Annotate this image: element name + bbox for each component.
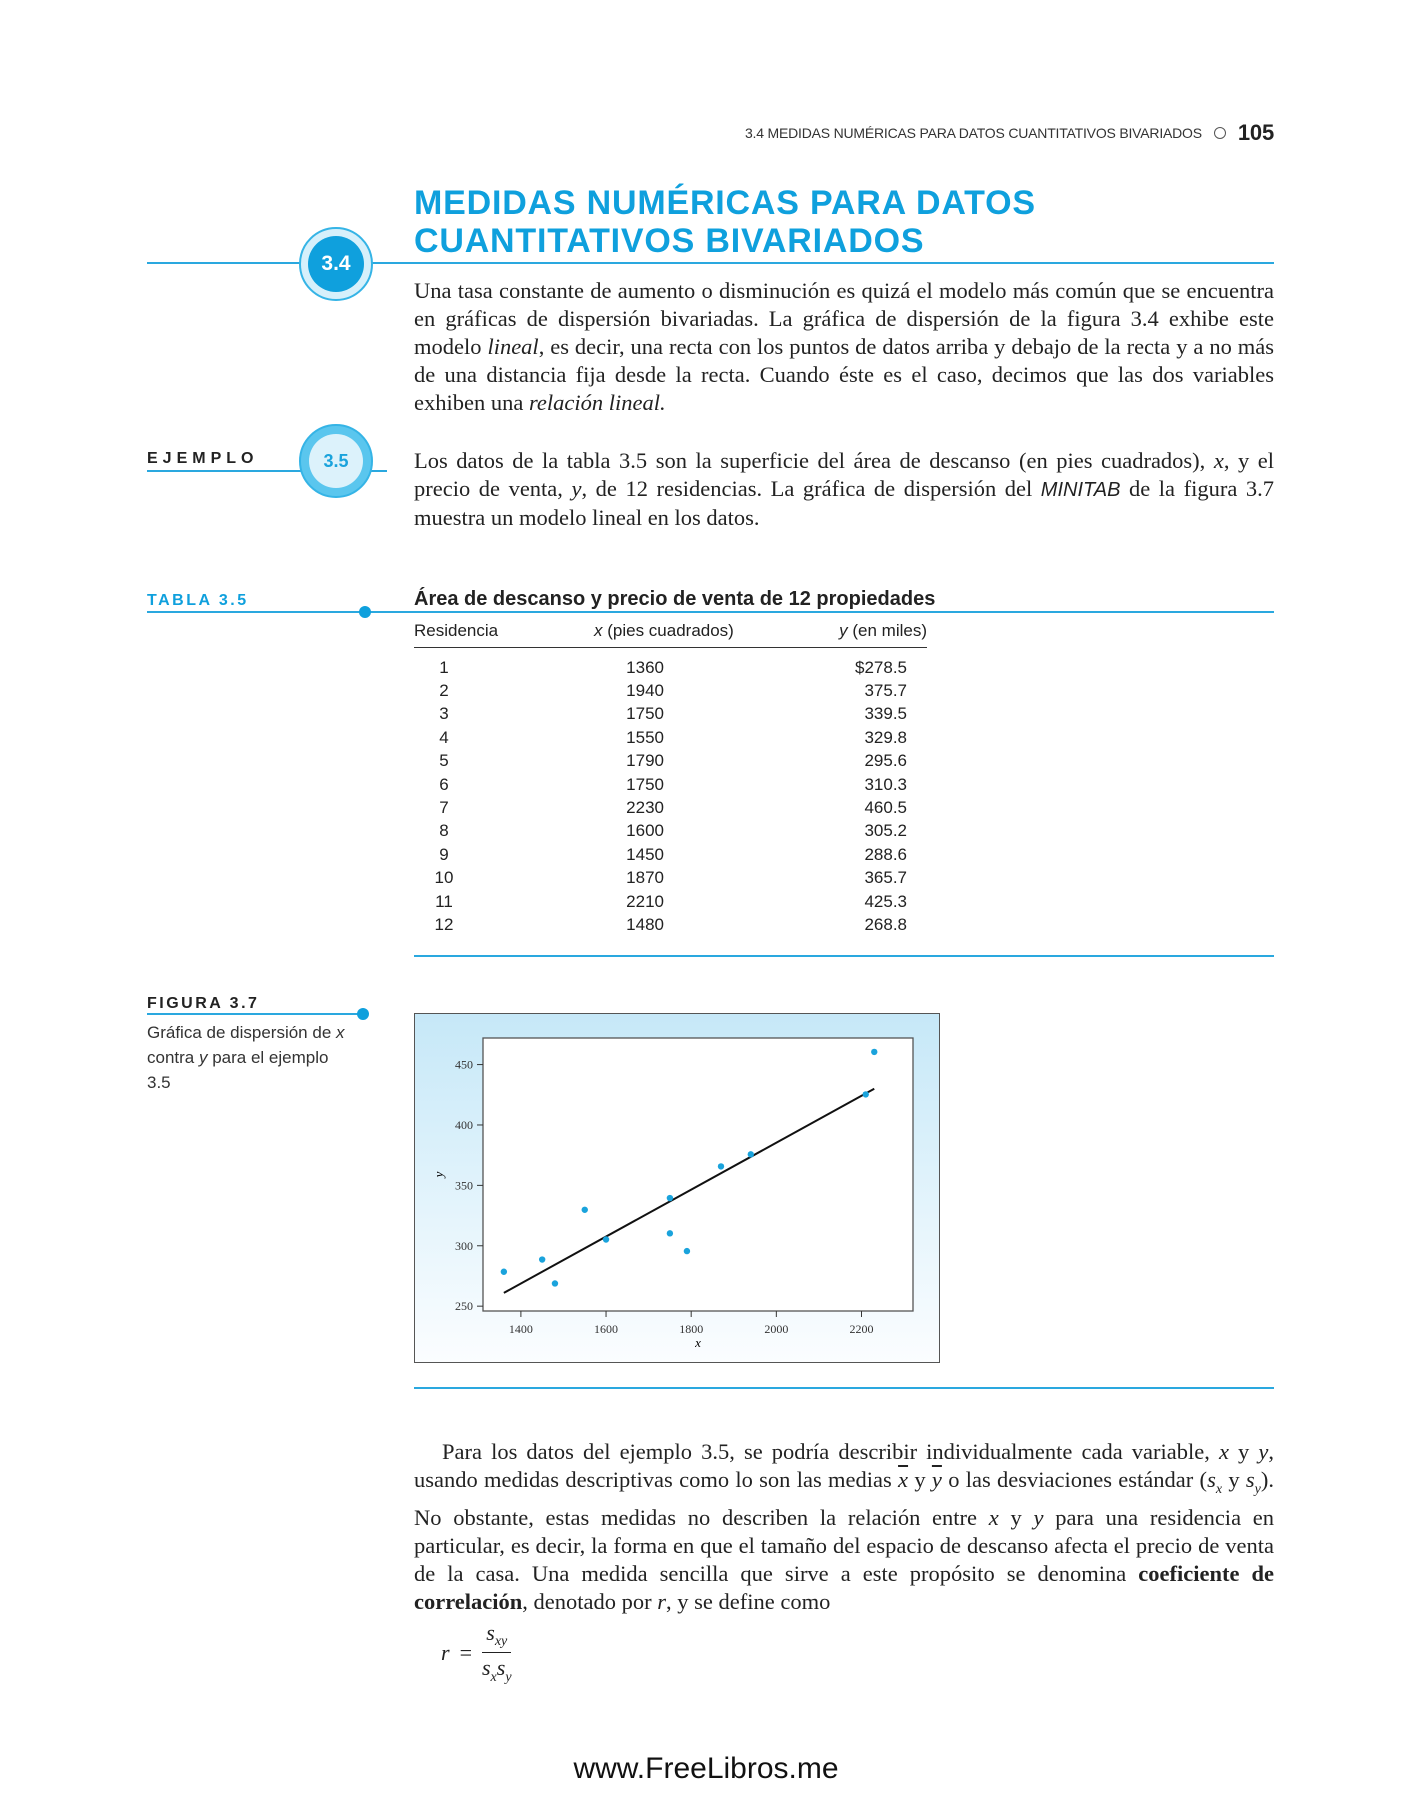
data-point <box>581 1206 587 1212</box>
cell-x: 2210 <box>626 891 664 911</box>
cell-residencia: 5 <box>439 751 449 771</box>
cell-residencia: 7 <box>439 798 449 818</box>
cell-residencia: 11 <box>435 891 453 911</box>
cell-y: 295.6 <box>864 751 907 771</box>
correlation-paragraph: Para los datos del ejemplo 3.5, se podría describir individualmente cada variable, x y y, usando medidas descriptivas como lo son las medias $\overline{x}$ y $\overline{y}$ o las desviaciones estándar ($s_x$ y $s_y$). No obstante, estas medidas no describen la relación entre x y y para una residencia en particular, es decir, la forma en que el tamaño del espacio de descanso afecta el precio de venta de la casa. Una medida sencilla que sirve a este propósito se denomina coeficiente de correlación, denotado por r, y se define como <box>414 1439 1275 1614</box>
cell-y: 288.6 <box>864 844 907 864</box>
cell-x: 1600 <box>626 821 664 841</box>
cell-y: 339.5 <box>864 704 907 724</box>
cell-residencia: 4 <box>439 727 449 747</box>
section-title-line1: MEDIDAS NUMÉRICAS PARA DATOS <box>414 184 1036 222</box>
figure-label: FIGURA 3.7 <box>147 995 260 1012</box>
example-number-badge <box>299 424 373 498</box>
cell-residencia: 2 <box>439 681 449 701</box>
y-tick-label: 350 <box>454 1177 473 1192</box>
cell-y: 268.8 <box>864 914 907 934</box>
cell-x: 1940 <box>626 681 664 701</box>
cell-x: 1550 <box>626 727 664 747</box>
table-row <box>414 750 927 773</box>
cell-x: 2230 <box>626 798 664 818</box>
header-residencia: Residencia <box>414 620 564 648</box>
cell-x: 1750 <box>626 774 664 794</box>
header-x: x (pies cuadrados) <box>564 620 744 648</box>
cell-y: 310.3 <box>864 774 907 794</box>
x-tick-label: 2000 <box>763 1321 788 1336</box>
running-title: 3.4 MEDIDAS NUMÉRICAS PARA DATOS CUANTITATIVOS BIVARIADOS <box>744 125 1202 141</box>
cell-y: 305.2 <box>864 821 907 841</box>
data-point <box>871 1048 877 1054</box>
example-label: EJEMPLO <box>147 450 259 467</box>
y-tick-label: 400 <box>454 1117 473 1132</box>
data-point <box>683 1247 689 1253</box>
x-axis-label: x <box>694 1334 701 1350</box>
section-title <box>414 184 1284 260</box>
figure-caption: Gráfica de dispersión de x contra y para el ejemplo 3.5 <box>147 1023 345 1092</box>
table-marker-dot <box>359 606 371 618</box>
table-label: TABLA 3.5 <box>147 592 249 609</box>
scatter-plot <box>414 1013 940 1363</box>
table-title: Área de descanso y precio de venta de 12 propiedades <box>414 588 936 610</box>
data-point <box>666 1194 672 1200</box>
data-point <box>862 1091 868 1097</box>
table-rule <box>147 611 1274 613</box>
table-row <box>414 726 927 749</box>
data-point <box>747 1151 753 1157</box>
footer-url[interactable]: www.FreeLibros.me <box>573 1752 839 1785</box>
y-tick-label: 250 <box>454 1298 473 1313</box>
section-number: 3.4 <box>308 236 364 292</box>
cell-y: 460.5 <box>864 798 907 818</box>
cell-x: 1450 <box>626 844 664 864</box>
table-bottom-rule <box>414 955 1274 957</box>
plot-area <box>483 1038 913 1311</box>
cell-x: 1790 <box>626 751 664 771</box>
correlation-formula: r = $s_{xy}$ $s_xs_y$ <box>441 1620 512 1685</box>
cell-x: 1480 <box>626 914 664 934</box>
x-tick-label: 1600 <box>593 1321 618 1336</box>
x-tick-label: 1800 <box>678 1321 703 1336</box>
y-tick-label: 450 <box>454 1057 473 1072</box>
cell-residencia: 9 <box>439 844 449 864</box>
figure-bottom-rule <box>414 1387 1274 1389</box>
x-tick-label: 2200 <box>848 1321 873 1336</box>
table-row <box>414 703 927 726</box>
cell-y: 365.7 <box>864 868 907 888</box>
cell-residencia: 10 <box>434 868 454 888</box>
figure-marker-dot <box>357 1008 369 1020</box>
cell-residencia: 8 <box>439 821 449 841</box>
data-point <box>500 1268 506 1274</box>
cell-y: 425.3 <box>864 891 907 911</box>
running-header <box>745 120 1274 146</box>
cell-y: $278.5 <box>855 657 907 677</box>
table-row <box>414 843 927 866</box>
y-tick-label: 300 <box>454 1238 473 1253</box>
data-point <box>551 1280 557 1286</box>
header-y: y (en miles) <box>744 620 927 648</box>
cell-residencia: 3 <box>439 704 449 724</box>
table-row <box>414 867 927 890</box>
figure-rule <box>147 1013 362 1015</box>
cell-residencia: 1 <box>439 657 449 677</box>
page-number: 105 <box>1237 120 1274 145</box>
cell-x: 1750 <box>626 704 664 724</box>
data-point <box>666 1230 672 1236</box>
cell-residencia: 12 <box>434 914 454 934</box>
table-row <box>414 648 927 680</box>
scatter-plot-frame <box>414 1013 940 1363</box>
example-number: 3.5 <box>309 434 363 488</box>
table-row <box>414 820 927 843</box>
cell-x: 1360 <box>626 657 664 677</box>
table-row <box>414 773 927 796</box>
table-header-row <box>414 620 927 648</box>
cell-y: 375.7 <box>864 681 907 701</box>
y-axis-label: y <box>430 1171 446 1177</box>
x-tick-label: 1400 <box>508 1321 533 1336</box>
cell-residencia: 6 <box>439 774 449 794</box>
section-number-badge <box>299 227 373 301</box>
cell-y: 329.8 <box>864 727 907 747</box>
data-point <box>602 1236 608 1242</box>
cell-x: 1870 <box>626 868 664 888</box>
table-row <box>414 796 927 819</box>
data-point <box>538 1256 544 1262</box>
table-row <box>414 679 927 702</box>
section-title-line2: CUANTITATIVOS BIVARIADOS <box>414 222 925 260</box>
data-table <box>414 620 927 937</box>
table-row <box>414 890 927 913</box>
example-paragraph: Los datos de la tabla 3.5 son la superficie del área de descanso (en pies cuadrados), x, y el precio de venta, y, de 12 residencias. La gráfica de dispersión del MINITAB de la figura 3.7 muestra un modelo lineal en los datos. <box>414 448 1274 530</box>
intro-paragraph: Una tasa constante de aumento o disminución es quizá el modelo más común que se encuentra en gráficas de dispersión bivariadas. La gráfica de dispersión de la figura 3.4 exhibe este modelo lineal, es decir, una recta con los puntos de datos arriba y debajo de la recta y a no más de una distancia fija desde la recta. Cuando éste es el caso, decimos que las dos variables exhiben una relación lineal. <box>414 278 1274 415</box>
data-point <box>717 1163 723 1169</box>
circle-bullet-icon <box>1214 127 1226 139</box>
table-row <box>414 913 927 936</box>
